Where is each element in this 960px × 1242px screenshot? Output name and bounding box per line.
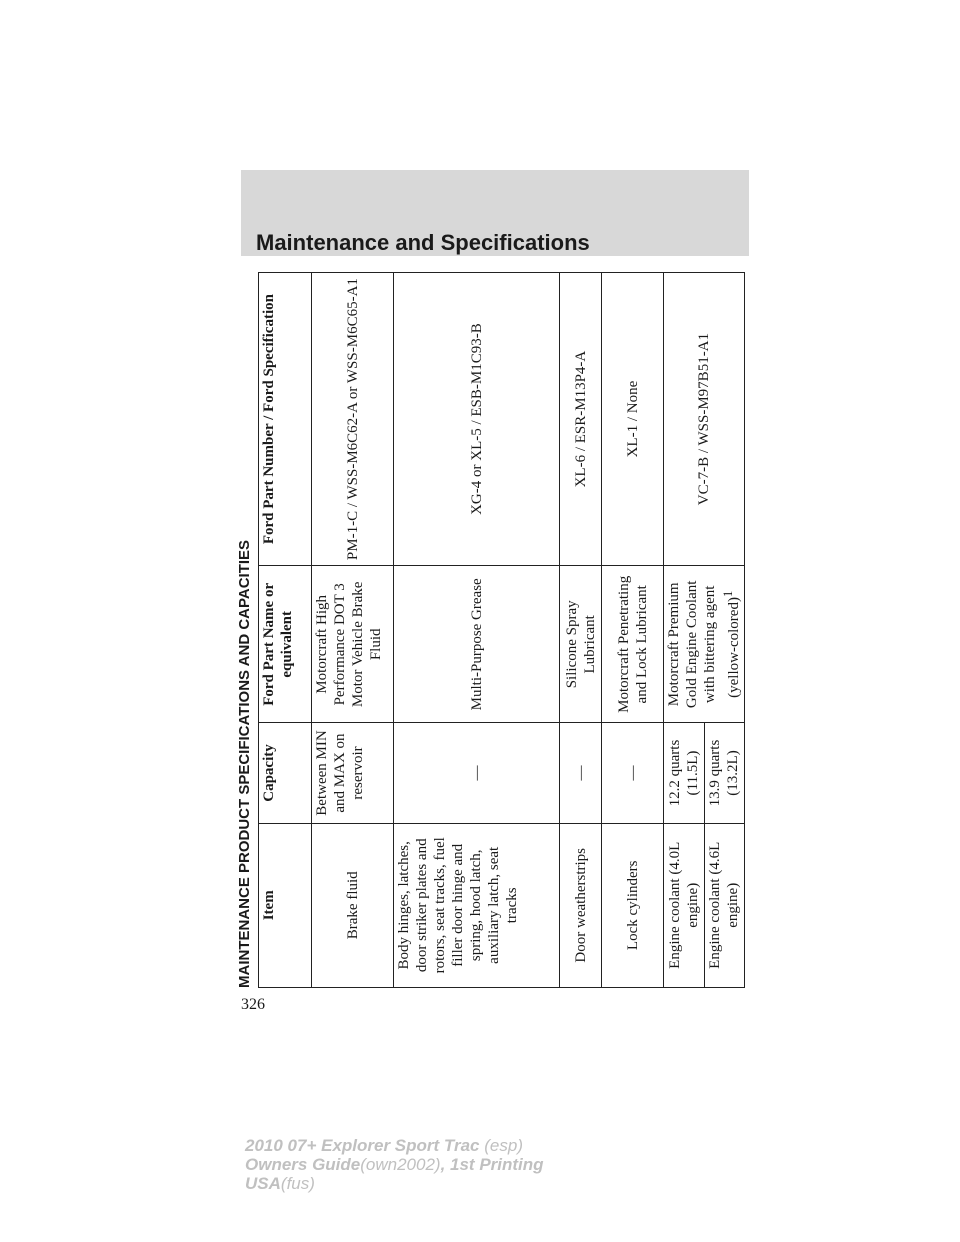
cell-item: Body hinges, latches, door striker plates and rotors, seat tracks, fuel filler door hinge and spring, hood latch, auxiliary latch, seat tracks <box>394 823 560 987</box>
cell-part-name: Silicone Spray Lubricant <box>560 566 602 723</box>
cell-part-number: VC-7-B / WSS-M97B51-A1 <box>664 273 745 566</box>
cell-capacity: 12.2 quarts (11.5L) <box>664 723 705 823</box>
cell-item: Lock cylinders <box>602 823 664 987</box>
footer-printing: , 1st Printing <box>440 1155 544 1174</box>
footer-line-3 <box>245 1174 544 1193</box>
footer-model-code: (esp) <box>484 1136 523 1155</box>
cell-part-number: XL-6 / ESR-M13P4-A <box>560 273 602 566</box>
table-row <box>312 273 394 988</box>
cell-item: Engine coolant (4.0L engine) <box>664 823 705 987</box>
footer-line-1 <box>245 1136 544 1155</box>
part-name-text: Motorcraft Premium Gold Engine Coolant with bittering agent (yellow-colored) <box>666 580 742 709</box>
footer-line-2 <box>245 1155 544 1174</box>
footer-model: 2010 07+ Explorer Sport Trac <box>245 1136 480 1155</box>
column-header-capacity: Capacity <box>259 723 312 823</box>
footer-market-code: (fus) <box>280 1174 315 1193</box>
cell-part-name: Multi-Purpose Grease <box>394 566 560 723</box>
cell-part-name <box>664 566 745 723</box>
spec-table <box>258 272 745 988</box>
column-header-part-number: Ford Part Number / Ford Specification <box>259 273 312 566</box>
table-row <box>394 273 560 988</box>
table-title: MAINTENANCE PRODUCT SPECIFICATIONS AND CAPACITIES <box>236 539 253 988</box>
cell-capacity: — <box>602 723 664 823</box>
cell-part-name: Motorcraft Penetrating and Lock Lubricant <box>602 566 664 723</box>
footer <box>245 1136 544 1193</box>
table-header-row <box>259 273 312 988</box>
cell-capacity: — <box>560 723 602 823</box>
rotated-content <box>234 272 742 988</box>
footnote-marker: 1 <box>721 590 735 598</box>
cell-part-name: Motorcraft High Performance DOT 3 Motor Vehicle Brake Fluid <box>312 566 394 723</box>
footer-market: USA <box>245 1174 281 1193</box>
footer-guide-code: (own2002) <box>360 1155 441 1174</box>
footer-guide: Owners Guide <box>245 1155 361 1174</box>
table-row <box>560 273 602 988</box>
cell-capacity: 13.9 quarts (13.2L) <box>704 723 745 823</box>
cell-capacity: Between MIN and MAX on reservoir <box>312 723 394 823</box>
column-header-part-name: Ford Part Name or equivalent <box>259 566 312 723</box>
section-title: Maintenance and Specifications <box>256 230 590 255</box>
cell-item: Door weatherstrips <box>560 823 602 987</box>
cell-part-number: PM-1-C / WSS-M6C62-A or WSS-M6C65-A1 <box>312 273 394 566</box>
page-number: 326 <box>241 996 265 1013</box>
cell-part-number: XG-4 or XL-5 / ESB-M1C93-B <box>394 273 560 566</box>
cell-item: Brake fluid <box>312 823 394 987</box>
table-row <box>602 273 664 988</box>
cell-part-number: XL-1 / None <box>602 273 664 566</box>
cell-capacity: — <box>394 723 560 823</box>
table-row <box>664 273 705 988</box>
column-header-item: Item <box>259 823 312 987</box>
cell-item: Engine coolant (4.6L engine) <box>704 823 745 987</box>
rotated-table-area <box>234 272 742 988</box>
